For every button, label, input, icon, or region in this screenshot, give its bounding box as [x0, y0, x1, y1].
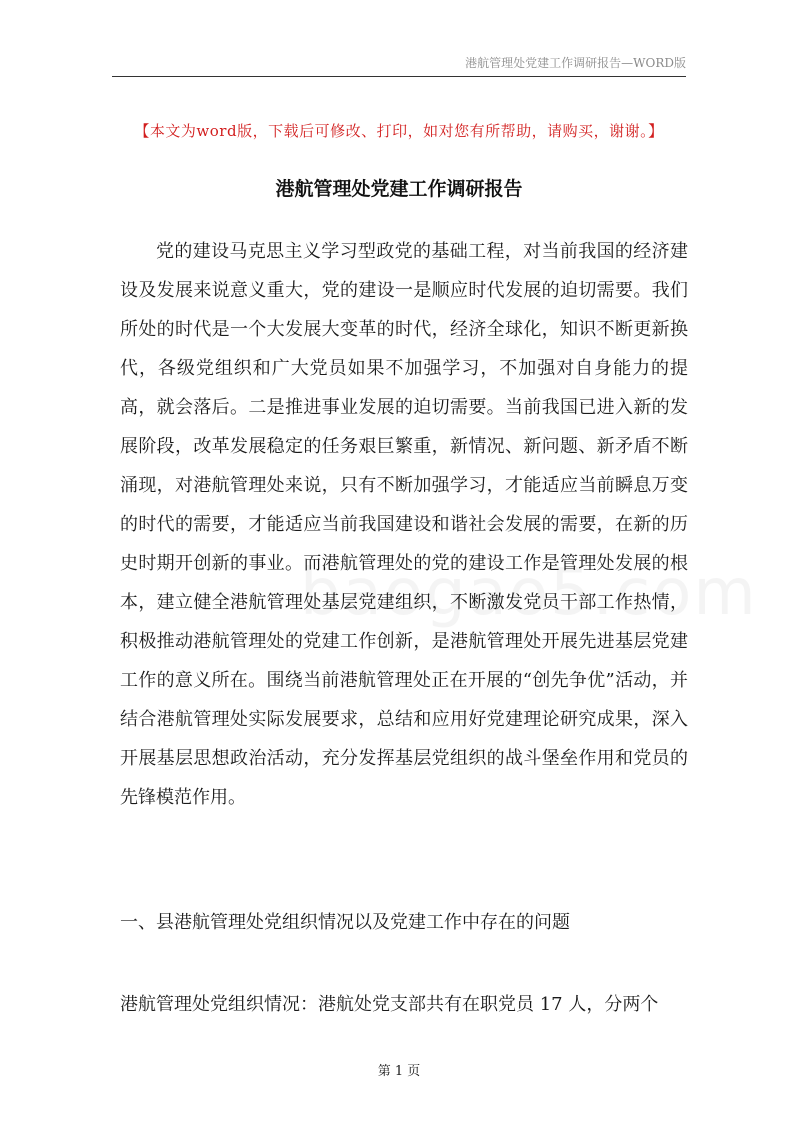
page-number: 第 1 页	[377, 1064, 421, 1079]
header-divider	[112, 76, 686, 77]
section-heading-1: 一、县港航管理处党组织情况以及党建工作中存在的问题	[120, 912, 570, 933]
download-notice: 【本文为word版，下载后可修改、打印，如对您有所帮助，请购买，谢谢。】	[134, 122, 664, 140]
org-situation-paragraph: 港航管理处党组织情况：港航处党支部共有在职党员 17 人，分两个	[120, 994, 659, 1015]
document-title: 港航管理处党建工作调研报告	[275, 178, 523, 200]
intro-paragraph: 党的建设马克思主义学习型政党的基础工程，对当前我国的经济建设及发展来说意义重大，党的建设一是顺应时代发展的迫切需要。我们所处的时代是一个大发展大变革的时代，经济全球化，知识不断更新换代，各级党组织和广大党员如果不加强学习，不加强对自身能力的提高，就会落后。二是推进事业发展的迫切需要。当前我国已进入新的发展阶段，改革发展稳定的任务艰巨繁重，新情况、新问题、新矛盾不断涌现，对港航管理处来说，只有不断加强学习，才能适应当前瞬息万变的时代的需要，才能适应当前我国建设和谐社会发展的需要，在新的历史时期开创新的事业。而港航管理处的党的建设工作是管理处发展的根本，建立健全港航管理处基层党建组织，不断激发党员干部工作热情，积极推动港航管理处的党建工作创新，是港航管理处开展先进基层党建工作的意义所在。围绕当前港航管理处正在开展的“创先争优”活动，并结合港航管理处实际发展要求，总结和应用好党建理论研究成果，深入开展基层思想政治活动，充分发挥基层党组织的战斗堡垒作用和党员的先锋模范作用。	[120, 241, 688, 808]
running-header: 港航管理处党建工作调研报告—WORD版	[465, 56, 686, 70]
